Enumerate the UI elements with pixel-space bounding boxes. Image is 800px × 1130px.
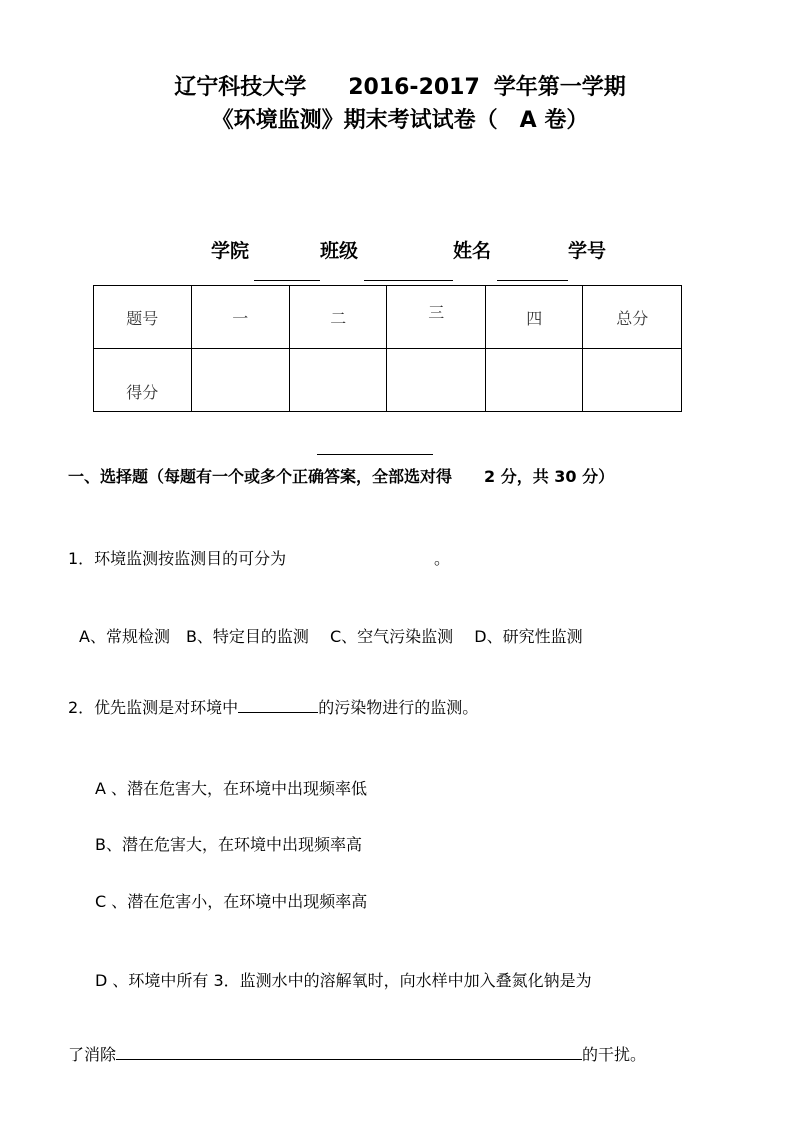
name-blank[interactable]: [497, 280, 568, 281]
question-2-blank[interactable]: [238, 698, 318, 713]
term-label: 学年第一学期: [493, 75, 626, 100]
question-2-option-b: B、潜在危害大，在环境中出现频率高: [95, 835, 362, 854]
score-cell-2[interactable]: [289, 349, 387, 412]
college-blank[interactable]: [254, 280, 320, 281]
question-3-line-end: 的干扰。: [582, 1045, 647, 1064]
exam-header-line1: [0, 70, 800, 101]
class-blank[interactable]: [364, 280, 453, 281]
column-total: 总分: [583, 286, 682, 349]
question-number-header: 题号: [94, 286, 192, 349]
class-label: 班级: [320, 240, 359, 262]
question-2-option-a: A 、潜在危害大，在环境中出现频率低: [95, 779, 368, 798]
score-table: [93, 285, 682, 412]
question-2-stem-before: 2．优先监测是对环境中: [68, 698, 239, 717]
question-1-stem: 1．环境监测按监测目的可分为: [68, 549, 287, 568]
question-3-blank[interactable]: [116, 1045, 582, 1060]
score-cell-1[interactable]: [191, 349, 289, 412]
university-name: 辽宁科技大学: [174, 75, 307, 100]
score-table-header-row: [94, 286, 682, 349]
divider-line: [317, 454, 433, 455]
name-label: 姓名: [453, 240, 492, 262]
question-3-line: [68, 1042, 646, 1065]
question-1-end-mark: 。: [434, 549, 451, 568]
score-row-label: 得分: [94, 349, 192, 412]
question-2-option-c: C 、潜在危害小，在环境中出现频率高: [95, 892, 368, 911]
score-cell-4[interactable]: [485, 349, 583, 412]
question-2-option-d: D 、环境中所有 3．监测水中的溶解氧时，向水样中加入叠氮化钠是为: [95, 971, 592, 990]
column-2: 二: [289, 286, 387, 349]
section-heading: 一、选择题（每题有一个或多个正确答案，全部选对得 2 分，共 30 分）: [68, 467, 615, 486]
academic-year: 2016-2017: [348, 75, 480, 100]
column-1: 一: [191, 286, 289, 349]
score-cell-total[interactable]: [583, 349, 682, 412]
question-2-stem-after: 的污染物进行的监测。: [318, 698, 479, 717]
question-2-stem: [68, 695, 478, 718]
question-3-line-start: 了消除: [68, 1045, 117, 1064]
score-cell-3[interactable]: [387, 349, 485, 412]
column-4: 四: [485, 286, 583, 349]
student-id-label: 学号: [568, 240, 607, 262]
column-3: 三: [387, 286, 485, 349]
college-label: 学院: [211, 240, 250, 262]
score-table-score-row: [94, 349, 682, 412]
exam-title: 《环境监测》期末考试试卷（ A 卷）: [211, 108, 589, 133]
question-1-options: A、常规检测 B、特定目的监测 C、空气污染监测 D、研究性监测: [79, 627, 583, 646]
